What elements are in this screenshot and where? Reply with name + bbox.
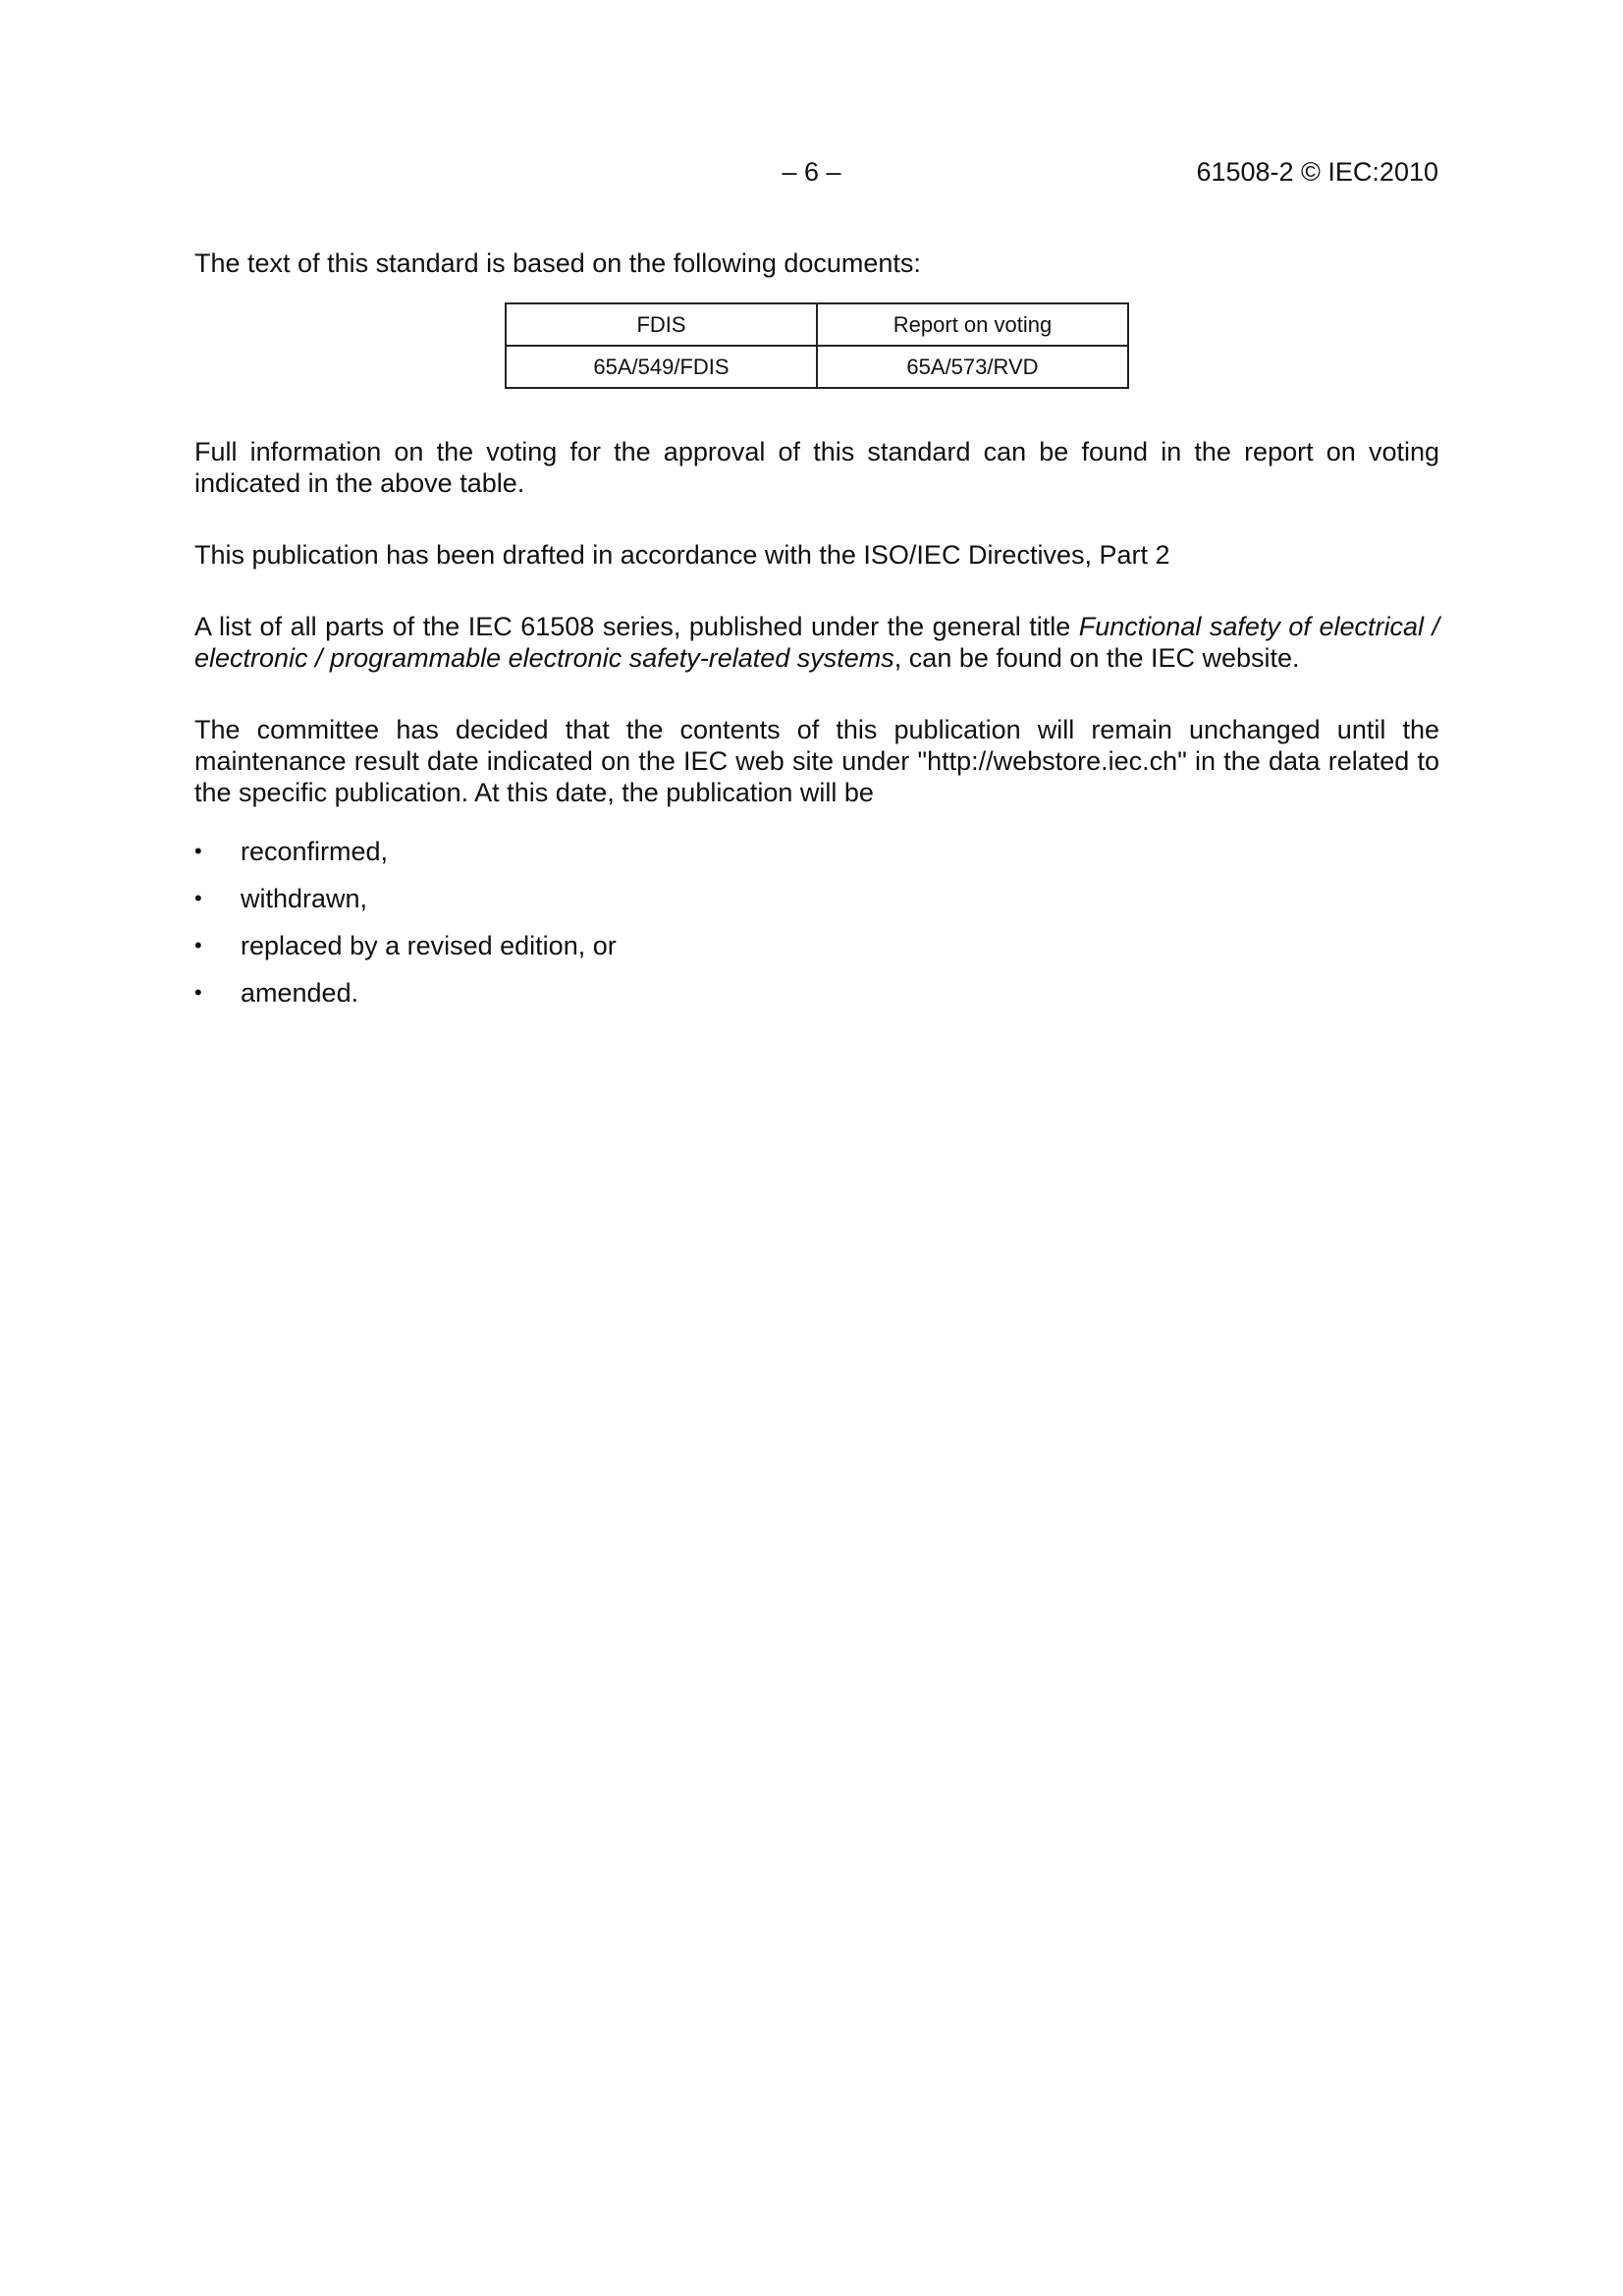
list-item bbox=[194, 883, 1439, 930]
document-reference: 61508-2 © IEC:2010 bbox=[1196, 157, 1438, 187]
publication-outcome-list bbox=[194, 836, 1439, 1024]
table-cell-rvd: 65A/573/RVD bbox=[817, 346, 1128, 388]
list-item bbox=[194, 930, 1439, 977]
voting-documents-table bbox=[505, 302, 1129, 389]
table-cell-fdis: 65A/549/FDIS bbox=[506, 346, 817, 388]
bullet-icon: • bbox=[194, 839, 202, 863]
bullet-icon: • bbox=[194, 933, 202, 957]
bullet-icon: • bbox=[194, 980, 202, 1005]
series-paragraph bbox=[194, 611, 1439, 674]
voting-table-wrapper bbox=[194, 302, 1439, 389]
directives-paragraph: This publication has been drafted in accordance with the ISO/IEC Directives, Part 2 bbox=[194, 540, 1170, 570]
list-item bbox=[194, 977, 1439, 1024]
list-item-text: replaced by a revised edition, or bbox=[241, 931, 617, 960]
list-item-text: withdrawn, bbox=[241, 884, 368, 913]
intro-paragraph: The text of this standard is based on the following documents: bbox=[194, 248, 921, 278]
table-header-report-on-voting: Report on voting bbox=[817, 303, 1128, 346]
series-text-after: , can be found on the IEC website. bbox=[893, 643, 1300, 673]
list-item bbox=[194, 836, 1439, 883]
page-header bbox=[0, 157, 1623, 192]
bullet-icon: • bbox=[194, 886, 202, 910]
table-header-fdis: FDIS bbox=[506, 303, 817, 346]
table-row bbox=[506, 346, 1128, 388]
series-general-title: Functional safety of electrical / electronic / programmable electronic safety-related systems bbox=[194, 612, 1439, 673]
voting-info-paragraph: Full information on the voting for the approval of this standard can be found in the report on voting indicated in the above table. bbox=[194, 437, 1439, 498]
page-body bbox=[194, 247, 1439, 1024]
committee-paragraph: The committee has decided that the contents of this publication will remain unchanged until the maintenance result date indicated on the IEC web site under "http://webstore.iec.ch" in the data related to the specific publication. At this date, the publication will be bbox=[194, 715, 1439, 807]
list-item-text: reconfirmed, bbox=[241, 837, 389, 866]
table-header-row bbox=[506, 303, 1128, 346]
list-item-text: amended. bbox=[241, 978, 359, 1008]
page-number: – 6 – bbox=[782, 157, 841, 187]
series-text-before: A list of all parts of the IEC 61508 series, published under the general title bbox=[194, 612, 1079, 641]
